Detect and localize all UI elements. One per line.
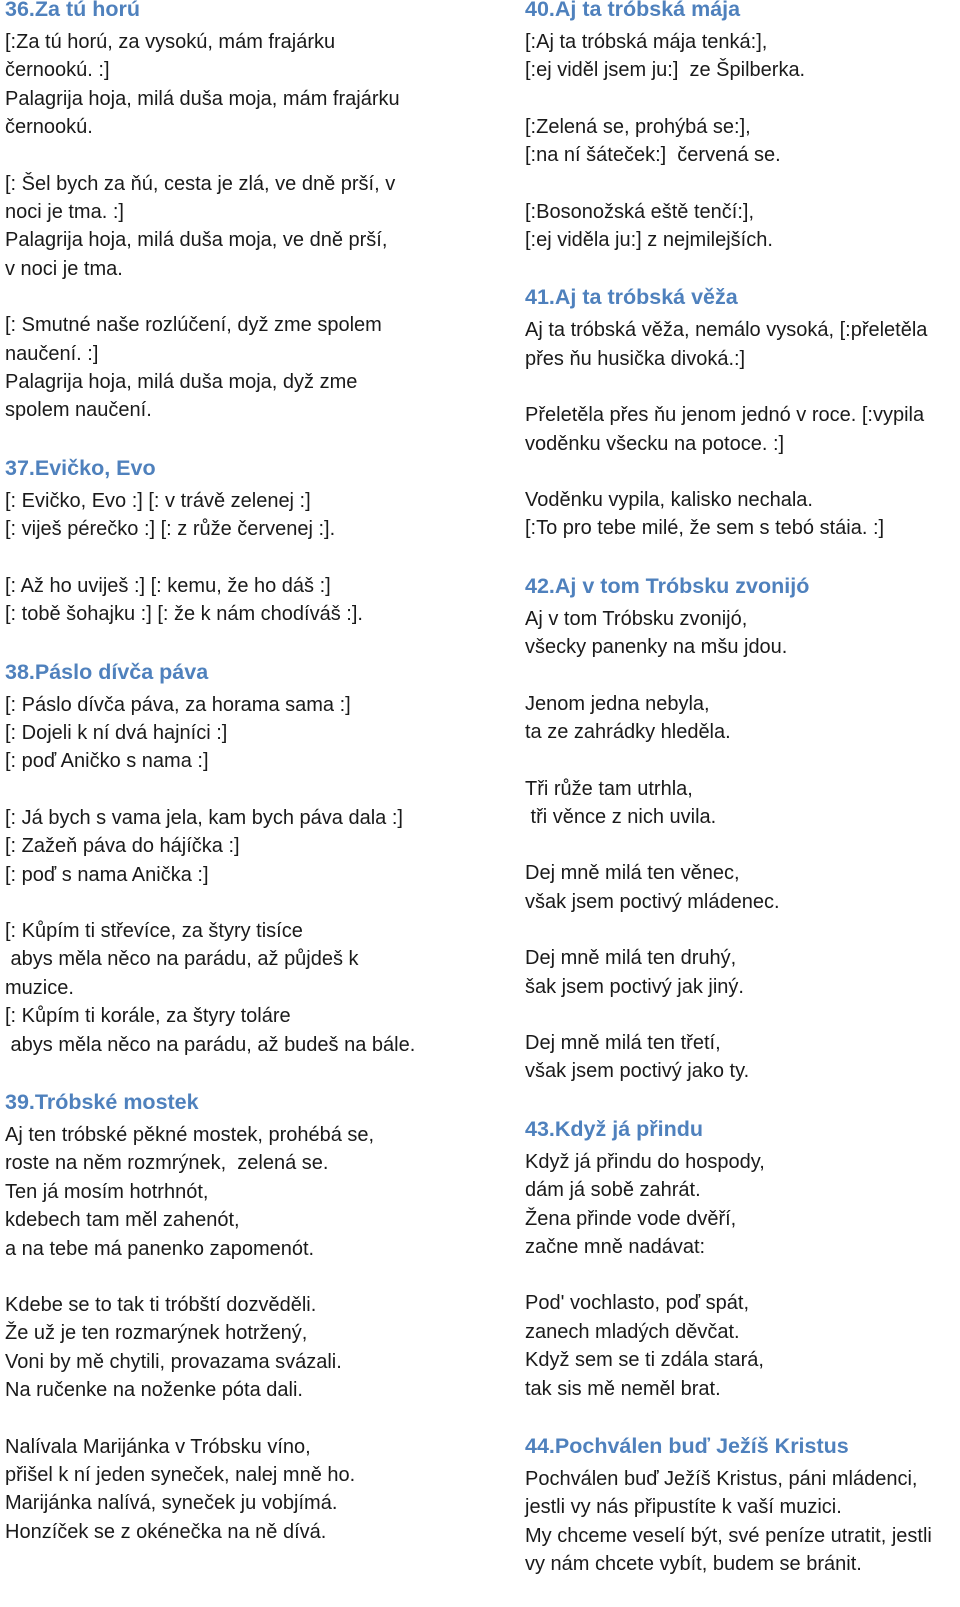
lyric-line: černookú. xyxy=(5,116,93,139)
lyric-line: Když sem se ti zdála stará, xyxy=(525,1349,764,1372)
lyric-line: jestli vy nás připustíte k vaší muzici. xyxy=(525,1496,842,1519)
stanza xyxy=(5,804,485,889)
stanza xyxy=(525,401,957,458)
stanza xyxy=(5,1121,485,1263)
lyric-line: Dej mně milá ten druhý, xyxy=(525,947,737,970)
stanza xyxy=(525,690,957,747)
lyric-line: abys měla něco na parádu, až půjdeš k xyxy=(5,948,359,971)
lyric-line: Na ručenke na noženke póta dali. xyxy=(5,1379,303,1402)
stanza xyxy=(525,775,957,832)
lyric-line: a na tebe má panenko zapomenót. xyxy=(5,1237,315,1260)
song-trobske-mostek xyxy=(5,1087,485,1546)
lyric-line: Dej mně milá ten věnec, xyxy=(525,862,740,885)
song-title: 42.Aj v tom Tróbsku zvonijó xyxy=(525,573,810,598)
stanza xyxy=(5,487,485,544)
lyric-line: Palagrija hoja, milá duša moja, ve dně prší, xyxy=(5,229,388,252)
lyric-line: [:na ní šáteček:] červená se. xyxy=(525,144,781,167)
lyric-line: [:ej viděl jsem ju:] ze Špilberka. xyxy=(525,59,806,82)
lyric-line: [: Kůpím ti střevíce, za štyry tisíce xyxy=(5,919,303,942)
lyric-line: Že už je ten rozmarýnek hotržený, xyxy=(5,1322,308,1345)
lyric-line: Palagrija hoja, milá duša moja, dyž zme xyxy=(5,371,358,394)
lyric-line: [: Dojeli k ní dvá hajníci :] xyxy=(5,721,228,744)
stanza xyxy=(525,316,957,373)
song-title: 37.Evičko, Evo xyxy=(5,455,156,480)
lyric-line: Dej mně milá ten třetí, xyxy=(525,1031,721,1054)
lyric-line: Pochválen buď Ježíš Kristus, páni mládenci, xyxy=(525,1468,918,1490)
stanza xyxy=(525,198,957,255)
stanza xyxy=(525,859,957,916)
song-kdyz-ja-prindu xyxy=(525,1114,957,1403)
lyric-line: [: Evičko, Evo :] [: v trávě zelenej :] xyxy=(5,489,311,512)
stanza xyxy=(5,1433,485,1547)
song-title: 40.Aj ta tróbská mája xyxy=(525,0,741,21)
lyric-line: [:Aj ta tróbská mája tenká:], xyxy=(525,31,768,53)
lyric-line: Jenom jedna nebyla, xyxy=(525,692,710,715)
lyric-line: Voděnku vypila, kalisko nechala. xyxy=(525,489,813,512)
song-title: 39.Tróbské mostek xyxy=(5,1089,199,1114)
lyric-line: [: Já bych s vama jela, kam bych páva dala :] xyxy=(5,806,403,829)
song-title: 36.Za tú horú xyxy=(5,0,140,21)
lyric-line: Pod' vochlasto, poď spát, xyxy=(525,1292,750,1315)
lyric-line: [:To pro tebe milé, že sem s tebó stáia. :] xyxy=(525,517,885,540)
song-paslo-divca-pava xyxy=(5,657,485,1059)
lyric-line: [: Zažeň páva do hájíčka :] xyxy=(5,835,240,858)
lyric-line: vy nám chcete vybít, budem se bránit. xyxy=(525,1553,862,1576)
stanza xyxy=(525,113,957,170)
lyric-line: zanech mladých děvčat. xyxy=(525,1320,740,1343)
lyric-line: [:Zelená se, prohýbá se:], xyxy=(525,115,751,138)
right-column xyxy=(525,0,957,1607)
lyric-line: [: Páslo dívča páva, za horama sama :] xyxy=(5,693,351,716)
lyric-line: Tři růže tam utrhla, xyxy=(525,777,693,800)
lyric-line: naučení. :] xyxy=(5,342,99,365)
lyric-line: [: poď Aničko s nama :] xyxy=(5,750,209,773)
song-aj-ta-trobska-veza xyxy=(525,282,957,542)
left-column xyxy=(5,0,485,1574)
stanza xyxy=(525,605,957,662)
lyric-line: Přeletěla přes ňu jenom jednó v roce. [:vypila xyxy=(525,404,925,427)
lyric-line: Ten já mosím hotrhnót, xyxy=(5,1180,209,1203)
lyric-line: Voni by mě chytili, provazama svázali. xyxy=(5,1350,342,1373)
lyric-line: Když já přindu do hospody, xyxy=(525,1150,765,1173)
lyric-line: však jsem poctivý mládenec. xyxy=(525,890,780,913)
lyric-line: [:ej viděla ju:] z nejmilejších. xyxy=(525,229,773,252)
lyric-line: přes ňu husička divoká.:] xyxy=(525,347,746,370)
lyric-line: ta ze zahrádky hleděla. xyxy=(525,721,731,744)
stanza xyxy=(5,691,485,776)
lyric-line: spolem naučení. xyxy=(5,399,152,422)
lyric-line: Honzíček se z okénečka na ně dívá. xyxy=(5,1520,327,1543)
lyric-line: Žena přinde vode dvěří, xyxy=(525,1207,737,1230)
song-evicko-evo xyxy=(5,453,485,629)
stanza xyxy=(525,28,957,85)
lyric-line: Marijánka nalívá, syneček ju vobjímá. xyxy=(5,1492,338,1515)
lyric-line: [: poď s nama Anička :] xyxy=(5,863,209,886)
stanza xyxy=(5,28,485,142)
lyric-line: černookú. :] xyxy=(5,59,110,82)
lyric-line: všecky panenky na mšu jdou. xyxy=(525,636,788,659)
lyric-line: přišel k ní jeden syneček, nalej mně ho. xyxy=(5,1464,356,1487)
lyric-line: tak sis mě neměl brat. xyxy=(525,1377,721,1400)
lyric-line: [: Smutné naše rozlúčení, dyž zme spolem xyxy=(5,314,382,337)
lyric-line: Aj ta tróbská věža, nemálo vysoká, [:přeletěla xyxy=(525,319,928,342)
song-title: 38.Páslo dívča páva xyxy=(5,659,209,684)
lyric-line: voděnku všecku na potoce. :] xyxy=(525,432,785,455)
lyric-line: v noci je tma. xyxy=(5,257,123,280)
lyric-line: Nalívala Marijánka v Tróbsku víno, xyxy=(5,1435,311,1458)
lyric-line: abys měla něco na parádu, až budeš na bále. xyxy=(5,1033,416,1056)
stanza xyxy=(5,917,485,1059)
lyric-line: [: Až ho uviješ :] [: kemu, že ho dáš :] xyxy=(5,574,331,597)
song-title: 43.Když já přindu xyxy=(525,1116,704,1141)
lyric-line: noci je tma. :] xyxy=(5,201,124,224)
stanza xyxy=(525,1289,957,1403)
stanza xyxy=(5,1291,485,1405)
song-title: 41.Aj ta tróbská věža xyxy=(525,285,738,310)
lyric-line: Aj v tom Tróbsku zvonijó, xyxy=(525,607,748,630)
stanza xyxy=(525,944,957,1001)
lyric-line: [: viješ pérečko :] [: z růže červenej :]. xyxy=(5,518,336,541)
stanza xyxy=(5,572,485,629)
lyric-line: dám já sobě zahrát. xyxy=(525,1179,701,1202)
lyric-line: kdebech tam měl zahenót, xyxy=(5,1209,240,1232)
lyric-line: začne mně nadávat: xyxy=(525,1235,706,1258)
stanza xyxy=(525,1029,957,1086)
song-aj-ta-trobska-maja xyxy=(525,0,957,254)
lyric-line: tři věnce z nich uvila. xyxy=(525,805,717,828)
lyric-line: [:Za tú horú, za vysokú, mám frajárku xyxy=(5,31,336,53)
song-za-tu-horu xyxy=(5,0,485,425)
lyric-line: však jsem poctivý jako ty. xyxy=(525,1060,750,1083)
lyric-line: [: Kůpím ti korále, za štyry toláre xyxy=(5,1005,291,1028)
stanza xyxy=(525,1465,957,1579)
song-title: 44.Pochválen buď Ježíš Kristus xyxy=(525,1434,849,1458)
lyric-line: Kdebe se to tak ti tróbští dozvěděli. xyxy=(5,1294,317,1316)
stanza xyxy=(525,486,957,543)
lyric-line: šak jsem poctivý jak jiný. xyxy=(525,975,744,998)
stanza xyxy=(525,1148,957,1262)
song-pochvalen-bud-jezis-kristus xyxy=(525,1431,957,1579)
lyric-line: Palagrija hoja, milá duša moja, mám frajárku xyxy=(5,87,400,110)
lyric-line: [:Bosonožská eště tenčí:], xyxy=(525,200,755,223)
lyric-line: roste na něm rozmrýnek, zelená se. xyxy=(5,1152,329,1175)
stanza xyxy=(5,311,485,425)
lyric-line: [: Šel bych za ňú, cesta je zlá, ve dně prší, v xyxy=(5,172,396,195)
stanza xyxy=(5,170,485,284)
song-aj-v-tom-trobsku-zvonijo xyxy=(525,571,957,1086)
lyric-line: [: tobě šohajku :] [: že k nám chodíváš :]. xyxy=(5,603,363,626)
lyric-line: Aj ten tróbské pěkné mostek, prohébá se, xyxy=(5,1123,375,1146)
lyric-line: muzice. xyxy=(5,976,74,999)
lyric-line: My chceme veselí být, své peníze utratit, jestli xyxy=(525,1524,932,1547)
